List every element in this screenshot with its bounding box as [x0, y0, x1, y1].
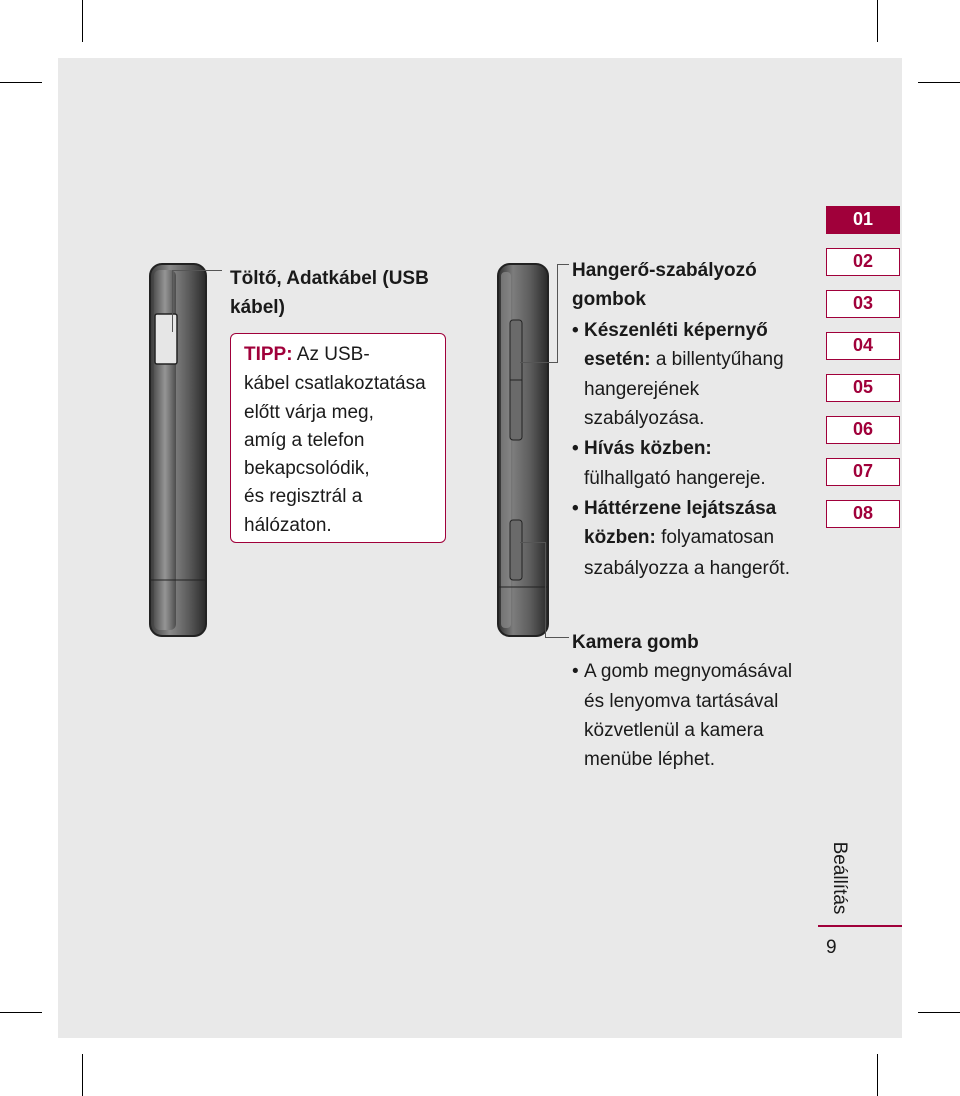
section-label: Beállítás	[829, 841, 850, 915]
chapter-tab-05[interactable]: 05	[826, 374, 900, 402]
chapter-tab-07[interactable]: 07	[826, 458, 900, 486]
volume-heading-line2: gombok	[572, 289, 646, 310]
camera-line: és lenyomva tartásával	[584, 691, 779, 712]
volume-item1-text: szabályozása.	[584, 408, 705, 429]
volume-item1-line	[584, 345, 784, 375]
chapter-tab-08[interactable]: 08	[826, 500, 900, 528]
leader-line	[520, 542, 546, 543]
chapter-tab-06[interactable]: 06	[826, 416, 900, 444]
crop-mark	[0, 1012, 42, 1013]
leader-line	[520, 362, 558, 363]
leader-line	[557, 264, 569, 265]
crop-mark	[0, 82, 42, 83]
charger-heading-line2: kábel)	[230, 297, 285, 318]
crop-mark	[877, 0, 878, 42]
tip-line: kábel csatlakoztatása	[244, 373, 426, 394]
tip-line: hálózaton.	[244, 515, 332, 536]
crop-mark	[918, 1012, 960, 1013]
footer-rule	[818, 925, 902, 927]
charger-heading-line1: Töltő, Adatkábel (USB	[230, 268, 429, 289]
crop-mark	[877, 1054, 878, 1096]
tip-line: előtt várja meg,	[244, 402, 374, 423]
camera-line: • A gomb megnyomásával	[584, 657, 792, 687]
tip-first-text: Az USB-	[296, 344, 370, 365]
volume-item3-text: folyamatosan	[661, 527, 775, 548]
camera-heading: Kamera gomb	[572, 632, 699, 653]
chapter-tab-03[interactable]: 03	[826, 290, 900, 318]
camera-line: menübe léphet.	[584, 749, 715, 770]
leader-line	[545, 542, 546, 638]
chapter-tab-02[interactable]: 02	[826, 248, 900, 276]
crop-mark	[918, 82, 960, 83]
tip-line: és regisztrál a	[244, 486, 363, 507]
tip-label: TIPP:	[244, 344, 293, 365]
camera-line: közvetlenül a kamera	[584, 720, 764, 741]
volume-item1-text: hangerejének	[584, 379, 700, 400]
volume-item1-bold2: esetén:	[584, 349, 651, 370]
crop-mark	[82, 0, 83, 42]
volume-item2-text: fülhallgató hangereje.	[584, 468, 766, 489]
chapter-tab-04[interactable]: 04	[826, 332, 900, 360]
volume-item1-bold: • Készenléti képernyő	[584, 316, 768, 346]
leader-line	[172, 270, 222, 271]
phone-right-side-illustration	[496, 262, 550, 638]
tip-line: amíg a telefon	[244, 430, 365, 451]
volume-item2-bold: • Hívás közben:	[584, 434, 712, 464]
tip-first-line	[244, 340, 370, 370]
volume-item3-text: szabályozza a hangerőt.	[584, 558, 790, 579]
chapter-tab-01[interactable]: 01	[826, 206, 900, 234]
volume-item1-text: a billentyűhang	[655, 349, 784, 370]
volume-item3-bold2: közben:	[584, 527, 656, 548]
volume-heading-line1: Hangerő-szabályozó	[572, 260, 757, 281]
crop-mark	[82, 1054, 83, 1096]
leader-line	[172, 270, 173, 332]
leader-line	[545, 637, 569, 638]
leader-line	[557, 264, 558, 363]
volume-item3-bold: • Háttérzene lejátszása	[584, 494, 776, 524]
tip-line: bekapcsolódik,	[244, 458, 370, 479]
phone-left-side-illustration	[148, 262, 208, 638]
page-number: 9	[826, 937, 837, 958]
volume-item3-line	[584, 523, 774, 553]
